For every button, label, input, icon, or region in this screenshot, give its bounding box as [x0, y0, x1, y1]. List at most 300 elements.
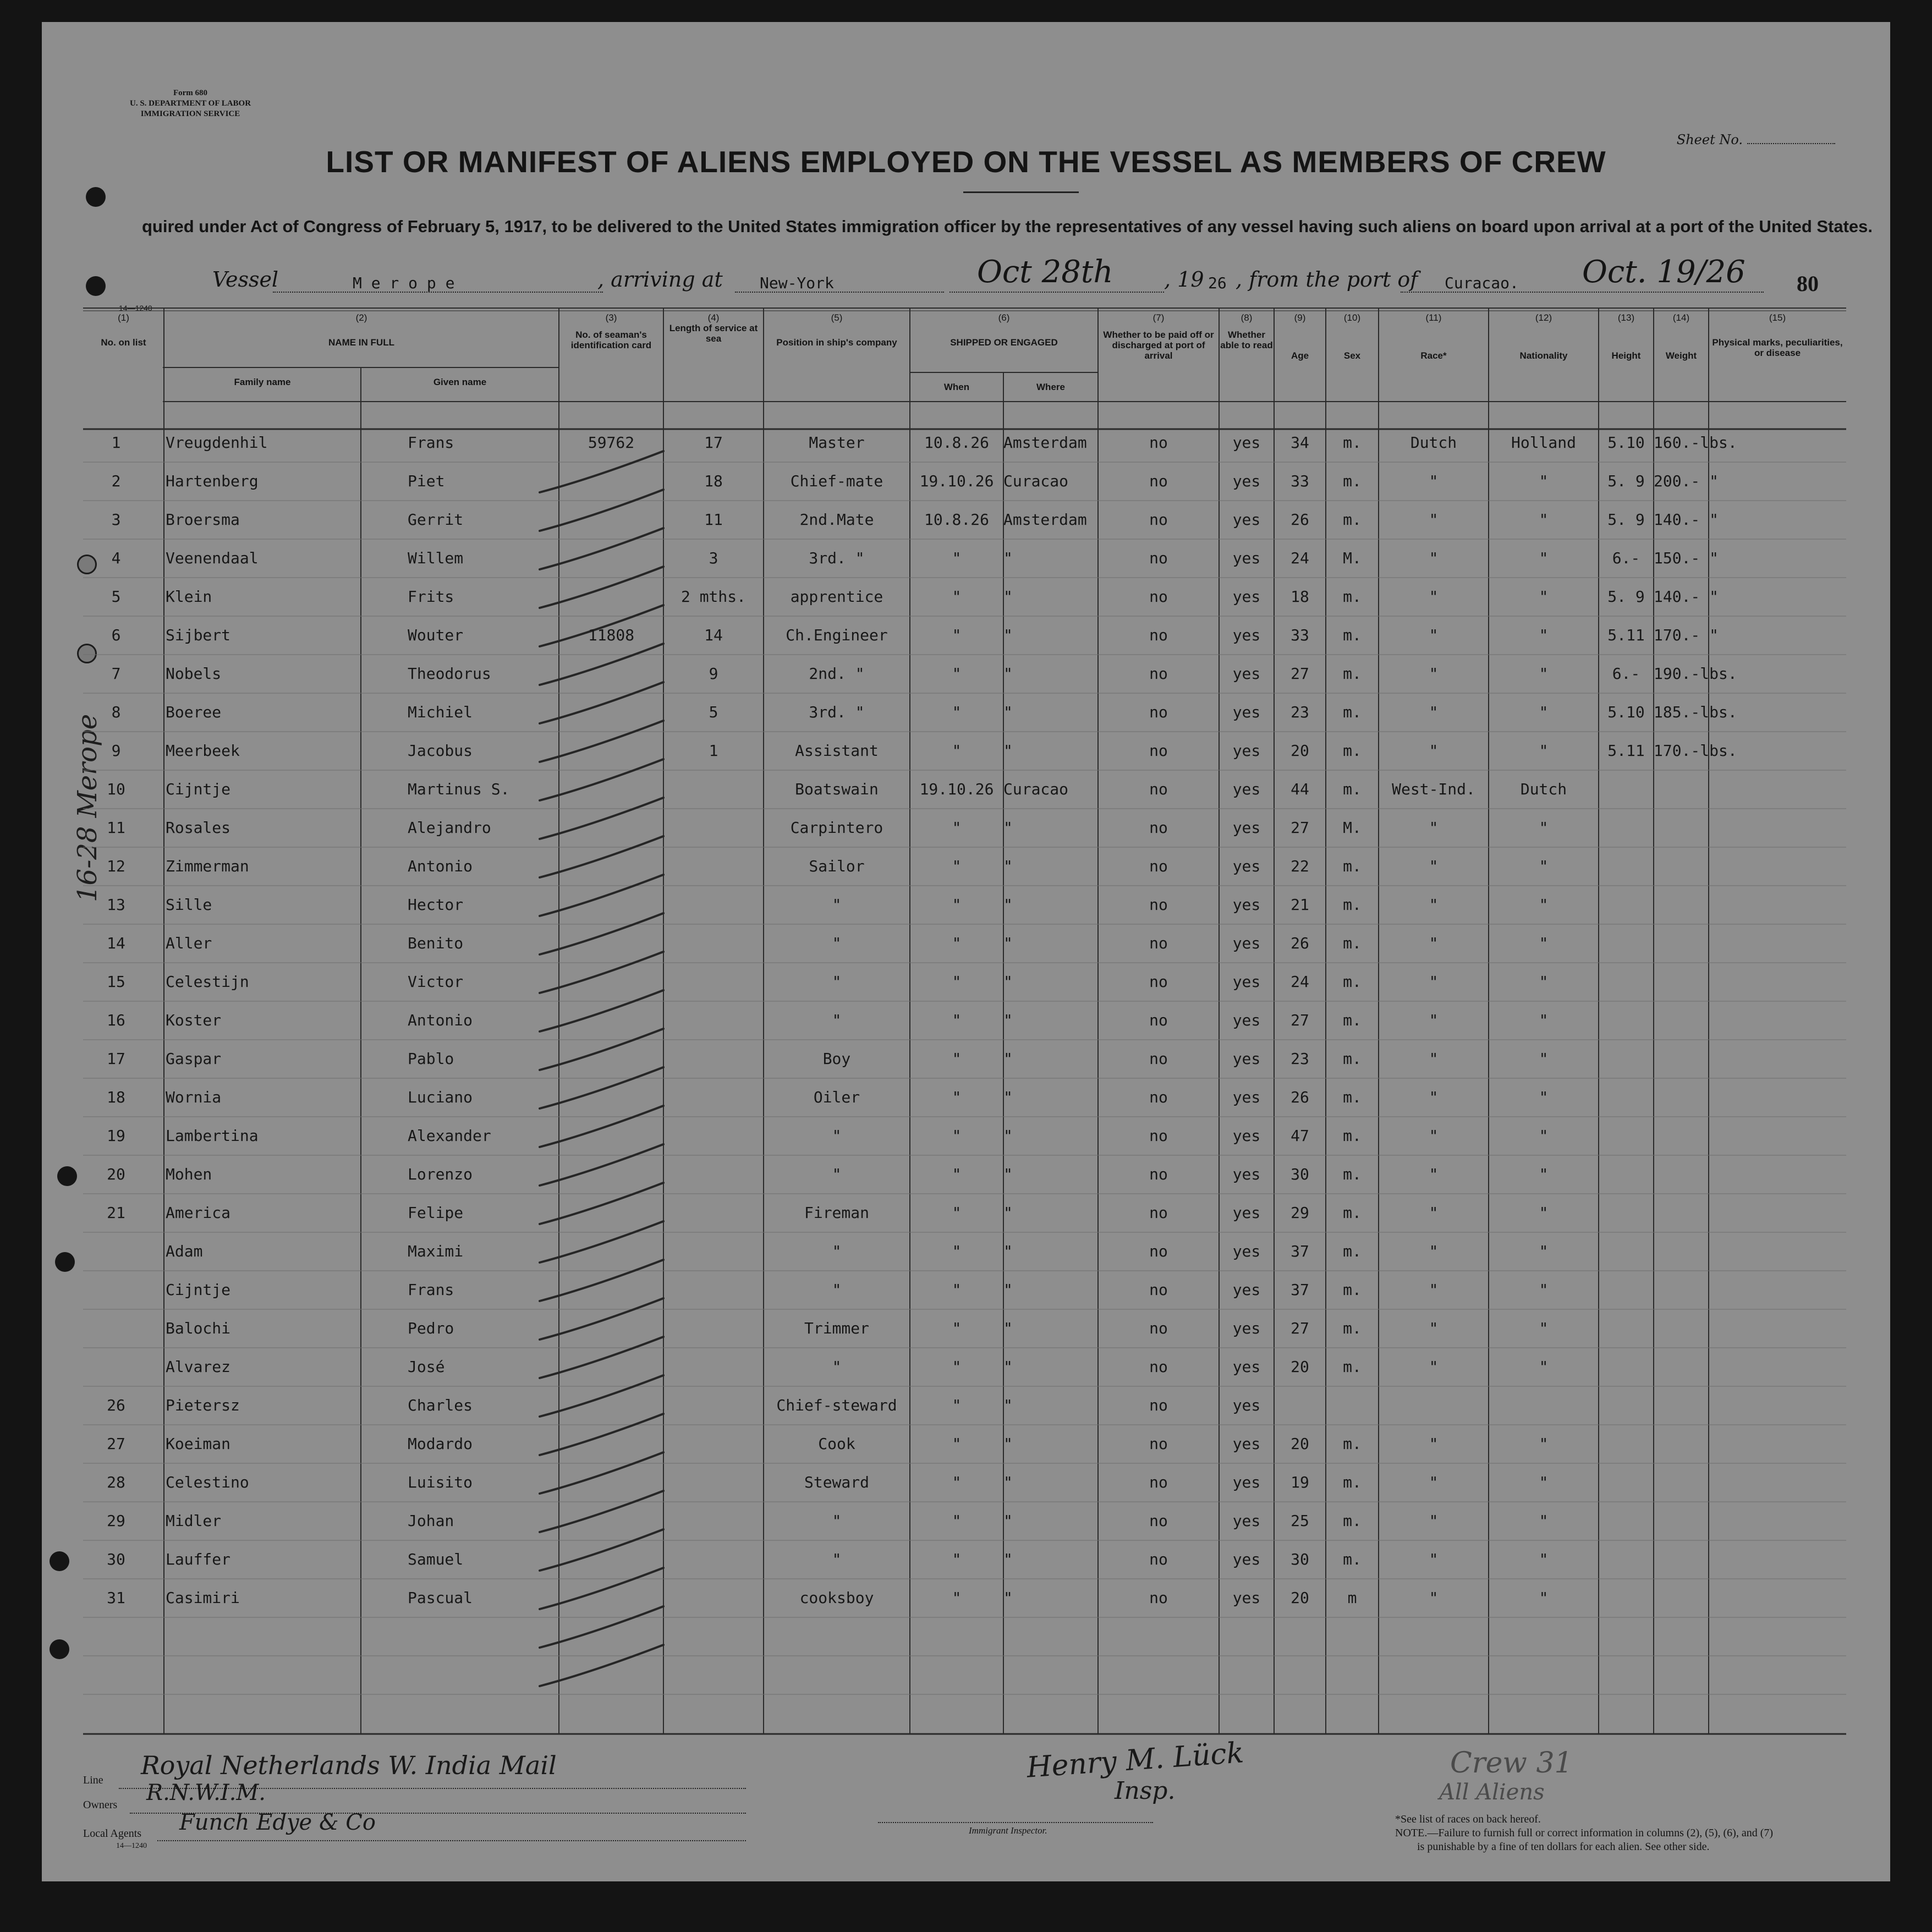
cell-family-name: Celestijn: [166, 973, 249, 991]
cell-shipped-when: ": [952, 1281, 962, 1299]
cell-service-length: 14: [704, 626, 723, 644]
cell-family-name: Midler: [166, 1512, 222, 1530]
cell-row-number: 11: [107, 819, 125, 837]
cell-row-number: 2: [111, 472, 121, 490]
cell-able-to-read: yes: [1232, 742, 1261, 760]
cell-nationality: ": [1539, 819, 1549, 837]
cell-shipped-where: ": [1003, 1011, 1013, 1029]
cell-row-number: 18: [107, 1088, 125, 1106]
cell-able-to-read: yes: [1232, 433, 1261, 452]
cell-row-number: 31: [107, 1589, 125, 1607]
col-6-when-header: When: [943, 382, 970, 392]
agents-label: Local Agents: [83, 1827, 142, 1840]
cell-family-name: Pietersz: [166, 1396, 240, 1414]
cell-shipped-when: ": [952, 1473, 962, 1491]
department: U. S. DEPARTMENT OF LABOR: [130, 99, 251, 108]
cell-shipped-where: Amsterdam: [1003, 511, 1087, 529]
cell-position: Master: [809, 433, 865, 452]
cell-nationality: Dutch: [1520, 780, 1567, 798]
cell-paid-off: no: [1149, 780, 1168, 798]
cell-age: 37: [1291, 1281, 1309, 1299]
manifest-sheet: [42, 22, 1890, 1881]
cell-service-length: 9: [709, 665, 718, 683]
cell-family-name: Sille: [166, 896, 212, 914]
cell-given-name: José: [408, 1358, 445, 1376]
cell-nationality: ": [1539, 896, 1549, 914]
cell-given-name: Pablo: [408, 1050, 454, 1068]
cell-position: ": [832, 896, 842, 914]
cell-shipped-where: ": [1003, 819, 1013, 837]
cell-weight: 190.-lbs.: [1654, 665, 1737, 683]
cell-paid-off: no: [1149, 1281, 1168, 1299]
cell-age: 27: [1291, 819, 1309, 837]
cell-race: ": [1429, 549, 1439, 567]
cell-shipped-where: ": [1003, 665, 1013, 683]
cell-row-number: 8: [111, 703, 121, 721]
cell-position: ": [832, 1242, 842, 1260]
cell-position: Sailor: [809, 857, 865, 875]
cell-shipped-when: ": [952, 1165, 962, 1183]
cell-able-to-read: yes: [1232, 1589, 1261, 1607]
cell-position: ": [832, 1011, 842, 1029]
cell-service-length: 5: [709, 703, 718, 721]
cell-height: 5. 9: [1607, 588, 1645, 606]
cell-family-name: Broersma: [166, 511, 240, 529]
line-label: Line: [83, 1774, 103, 1786]
cell-family-name: Veenendaal: [166, 549, 259, 567]
cell-able-to-read: yes: [1232, 1088, 1261, 1106]
cell-sex: m.: [1343, 1011, 1362, 1029]
cell-given-name: Theodorus: [408, 665, 491, 683]
cell-weight: 170.- ": [1654, 626, 1719, 644]
cell-able-to-read: yes: [1232, 703, 1261, 721]
cell-sex: m.: [1343, 1281, 1362, 1299]
cell-weight: 185.-lbs.: [1654, 703, 1737, 721]
cell-sex: m.: [1343, 1358, 1362, 1376]
cell-family-name: Boeree: [166, 703, 222, 721]
cell-shipped-where: ": [1003, 1358, 1013, 1376]
cell-paid-off: no: [1149, 1088, 1168, 1106]
cell-sex: m.: [1343, 703, 1362, 721]
cell-shipped-when: ": [952, 934, 962, 952]
cell-shipped-where: ": [1003, 626, 1013, 644]
cell-age: 34: [1291, 433, 1309, 452]
cell-able-to-read: yes: [1232, 1473, 1261, 1491]
cell-row-number: 1: [111, 433, 121, 452]
cell-nationality: ": [1539, 703, 1549, 721]
cell-given-name: Willem: [408, 549, 464, 567]
cell-age: 20: [1291, 1358, 1309, 1376]
cell-row-number: 13: [107, 896, 125, 914]
cell-age: 22: [1291, 857, 1309, 875]
cell-paid-off: no: [1149, 433, 1168, 452]
cell-position: Oiler: [813, 1088, 860, 1106]
col-9-header: (9) Age: [1291, 312, 1309, 361]
cell-sex: m.: [1343, 857, 1362, 875]
cell-paid-off: no: [1149, 1319, 1168, 1337]
cell-race: ": [1429, 588, 1439, 606]
cell-given-name: Hector: [408, 896, 464, 914]
cell-shipped-when: ": [952, 1550, 962, 1568]
cell-race: ": [1429, 1165, 1439, 1183]
cell-paid-off: no: [1149, 511, 1168, 529]
inspector-label: Immigrant Inspector.: [969, 1825, 1047, 1836]
cell-weight: 150.- ": [1654, 549, 1719, 567]
cell-shipped-where: ": [1003, 1319, 1013, 1337]
cell-able-to-read: yes: [1232, 1127, 1261, 1145]
cell-sex: m.: [1343, 1512, 1362, 1530]
cell-nationality: ": [1539, 1319, 1549, 1337]
cell-shipped-where: ": [1003, 549, 1013, 567]
cell-family-name: Zimmerman: [166, 857, 249, 875]
cell-paid-off: no: [1149, 549, 1168, 567]
cell-able-to-read: yes: [1232, 549, 1261, 567]
cell-shipped-when: ": [952, 1589, 962, 1607]
cell-position: ": [832, 1358, 842, 1376]
col-4-header: (4) Length of service at sea: [669, 312, 758, 344]
cell-row-number: 20: [107, 1165, 125, 1183]
cell-shipped-when: ": [952, 665, 962, 683]
cell-paid-off: no: [1149, 1204, 1168, 1222]
cell-able-to-read: yes: [1232, 1011, 1261, 1029]
cell-row-number: 21: [107, 1204, 125, 1222]
cell-position: ": [832, 973, 842, 991]
cell-paid-off: no: [1149, 934, 1168, 952]
cell-position: Carpintero: [790, 819, 883, 837]
cell-family-name: Vreugdenhil: [166, 433, 268, 452]
cell-nationality: ": [1539, 665, 1549, 683]
cell-sex: m.: [1343, 665, 1362, 683]
cell-row-number: 29: [107, 1512, 125, 1530]
cell-position: ": [832, 934, 842, 952]
cell-age: 26: [1291, 1088, 1309, 1106]
cell-age: 19: [1291, 1473, 1309, 1491]
cell-family-name: Balochi: [166, 1319, 231, 1337]
print-code: 14—1240: [119, 304, 152, 312]
cell-shipped-where: ": [1003, 1550, 1013, 1568]
arrival-date: Oct 28th: [977, 254, 1113, 290]
cell-shipped-when: ": [952, 1088, 962, 1106]
cell-race: ": [1429, 973, 1439, 991]
cell-given-name: Pascual: [408, 1589, 473, 1607]
cell-sex: m.: [1343, 1319, 1362, 1337]
cell-shipped-when: 19.10.26: [919, 472, 994, 490]
cell-age: 47: [1291, 1127, 1309, 1145]
footer-print-code: 14—1240: [116, 1842, 147, 1850]
cell-shipped-when: ": [952, 1127, 962, 1145]
cell-height: 5. 9: [1607, 472, 1645, 490]
cell-sex: M.: [1343, 549, 1362, 567]
cell-nationality: ": [1539, 934, 1549, 952]
cell-paid-off: no: [1149, 1396, 1168, 1414]
cell-sex: m.: [1343, 472, 1362, 490]
ruled-rows: [83, 462, 1846, 1694]
cell-weight: 160.-lbs.: [1654, 433, 1737, 452]
cell-race: ": [1429, 1589, 1439, 1607]
cell-family-name: Cijntje: [166, 780, 231, 798]
cell-row-number: 19: [107, 1127, 125, 1145]
cell-family-name: America: [166, 1204, 231, 1222]
cell-race: ": [1429, 1204, 1439, 1222]
cell-shipped-where: ": [1003, 1396, 1013, 1414]
cell-sex: m.: [1343, 973, 1362, 991]
cell-nationality: Holland: [1511, 433, 1576, 452]
cell-family-name: Nobels: [166, 665, 222, 683]
cell-race: ": [1429, 703, 1439, 721]
cell-id-card-number: 11808: [588, 626, 635, 644]
cell-shipped-when: ": [952, 1050, 962, 1068]
cell-race: ": [1429, 1242, 1439, 1260]
cell-paid-off: no: [1149, 1127, 1168, 1145]
cell-able-to-read: yes: [1232, 1396, 1261, 1414]
cell-able-to-read: yes: [1232, 1358, 1261, 1376]
cell-shipped-when: ": [952, 549, 962, 567]
cell-sex: m.: [1343, 1473, 1362, 1491]
cell-family-name: Adam: [166, 1242, 203, 1260]
cell-paid-off: no: [1149, 857, 1168, 875]
cell-position: Boatswain: [795, 780, 879, 798]
cell-row-number: 5: [111, 588, 121, 606]
cell-shipped-when: ": [952, 1242, 962, 1260]
cell-position: ": [832, 1281, 842, 1299]
cell-race: West-Ind.: [1392, 780, 1475, 798]
cell-position: Cook: [818, 1435, 855, 1453]
cell-nationality: ": [1539, 1242, 1549, 1260]
cell-race: ": [1429, 1358, 1439, 1376]
cell-age: 21: [1291, 896, 1309, 914]
cell-position: 2nd.Mate: [799, 511, 874, 529]
cell-shipped-where: ": [1003, 703, 1013, 721]
sheet-number-label: Sheet No.: [1676, 132, 1743, 147]
cell-shipped-where: ": [1003, 742, 1013, 760]
col-2-given-header: Given name: [433, 377, 487, 387]
cell-given-name: Alejandro: [408, 819, 491, 837]
cell-race: ": [1429, 1281, 1439, 1299]
cell-height: 5.11: [1607, 742, 1645, 760]
inspector-title: Insp.: [1115, 1777, 1176, 1805]
cell-height: 5. 9: [1607, 511, 1645, 529]
cell-shipped-where: ": [1003, 1589, 1013, 1607]
cell-paid-off: no: [1149, 819, 1168, 837]
cell-shipped-where: Curacao: [1003, 780, 1069, 798]
from-port-label: , from the port of: [1236, 267, 1418, 292]
race-note: *See list of races on back hereof.: [1395, 1813, 1541, 1825]
cell-weight: 170.-lbs.: [1654, 742, 1737, 760]
cell-given-name: Lorenzo: [408, 1165, 473, 1183]
arriving-port: New-York: [760, 274, 834, 292]
cell-shipped-when: ": [952, 1512, 962, 1530]
cell-given-name: Alexander: [408, 1127, 491, 1145]
col-2-family-header: Family name: [234, 377, 291, 387]
col-6-where-header: Where: [1036, 382, 1065, 392]
cell-race: ": [1429, 1512, 1439, 1530]
cell-shipped-when: ": [952, 703, 962, 721]
cell-position: ": [832, 1165, 842, 1183]
cell-service-length: 3: [709, 549, 718, 567]
cell-sex: m.: [1343, 1435, 1362, 1453]
cell-race: ": [1429, 742, 1439, 760]
col-3-header: (3) No. of seaman's identification card: [570, 312, 652, 350]
owners-value: R.N.W.I.M.: [146, 1780, 266, 1805]
cell-race: ": [1429, 857, 1439, 875]
col-11-header: (11) Race*: [1420, 312, 1447, 361]
cell-paid-off: no: [1149, 1589, 1168, 1607]
cell-able-to-read: yes: [1232, 626, 1261, 644]
cell-race: ": [1429, 819, 1439, 837]
cell-shipped-when: 19.10.26: [919, 780, 994, 798]
cell-family-name: Aller: [166, 934, 212, 952]
cell-sex: m.: [1343, 1050, 1362, 1068]
cell-paid-off: no: [1149, 626, 1168, 644]
departure-port: Curacao.: [1445, 274, 1519, 292]
cell-paid-off: no: [1149, 1050, 1168, 1068]
cell-shipped-where: ": [1003, 588, 1013, 606]
cell-age: 20: [1291, 1435, 1309, 1453]
cell-paid-off: no: [1149, 1242, 1168, 1260]
cell-able-to-read: yes: [1232, 819, 1261, 837]
cell-race: ": [1429, 511, 1439, 529]
cell-position: apprentice: [790, 588, 883, 606]
cell-position: Steward: [804, 1473, 869, 1491]
cell-shipped-where: ": [1003, 1473, 1013, 1491]
cell-paid-off: no: [1149, 1512, 1168, 1530]
cell-age: 18: [1291, 588, 1309, 606]
cell-race: ": [1429, 665, 1439, 683]
owners-label: Owners: [83, 1799, 118, 1811]
cell-shipped-when: ": [952, 1011, 962, 1029]
cell-sex: m.: [1343, 588, 1362, 606]
cell-family-name: Sijbert: [166, 626, 231, 644]
cell-weight: 140.- ": [1654, 511, 1719, 529]
cell-age: 23: [1291, 1050, 1309, 1068]
cell-able-to-read: yes: [1232, 1050, 1261, 1068]
cell-nationality: ": [1539, 1127, 1549, 1145]
cell-given-name: Wouter: [408, 626, 464, 644]
cell-race: Dutch: [1410, 433, 1457, 452]
cell-given-name: Martinus S.: [408, 780, 510, 798]
cell-able-to-read: yes: [1232, 1242, 1261, 1260]
cell-race: ": [1429, 896, 1439, 914]
cell-height: 5.11: [1607, 626, 1645, 644]
cell-nationality: ": [1539, 973, 1549, 991]
cell-age: 24: [1291, 973, 1309, 991]
cell-given-name: Frits: [408, 588, 454, 606]
cell-row-number: 27: [107, 1435, 125, 1453]
cell-given-name: Charles: [408, 1396, 473, 1414]
cell-shipped-when: 10.8.26: [924, 433, 989, 452]
cell-position: 3rd. ": [809, 549, 865, 567]
cell-shipped-when: ": [952, 588, 962, 606]
service: IMMIGRATION SERVICE: [140, 109, 240, 118]
cell-service-length: 2 mths.: [680, 588, 746, 606]
cell-row-number: 6: [111, 626, 121, 644]
inspector-signature: Henry M. Lück: [1025, 1736, 1245, 1785]
cell-nationality: ": [1539, 588, 1549, 606]
departure-date: Oct. 19/26: [1582, 254, 1746, 290]
cell-paid-off: no: [1149, 1358, 1168, 1376]
cell-able-to-read: yes: [1232, 472, 1261, 490]
cell-given-name: Gerrit: [408, 511, 464, 529]
cell-paid-off: no: [1149, 1165, 1168, 1183]
cell-family-name: Rosales: [166, 819, 231, 837]
form-number: Form 680: [173, 89, 208, 97]
col-2-header: (2) NAME IN FULL: [328, 312, 394, 348]
cell-paid-off: no: [1149, 588, 1168, 606]
cell-given-name: Johan: [408, 1512, 454, 1530]
cell-sex: m.: [1343, 1204, 1362, 1222]
cell-race: ": [1429, 1127, 1439, 1145]
cell-shipped-where: ": [1003, 1165, 1013, 1183]
cell-given-name: Michiel: [408, 703, 473, 721]
cell-nationality: ": [1539, 1512, 1549, 1530]
cell-given-name: Antonio: [408, 857, 473, 875]
cell-age: 44: [1291, 780, 1309, 798]
cell-shipped-where: ": [1003, 1512, 1013, 1530]
cell-nationality: ": [1539, 1281, 1549, 1299]
cell-shipped-when: ": [952, 1204, 962, 1222]
cell-family-name: Gaspar: [166, 1050, 222, 1068]
cell-id-card-number: 59762: [588, 433, 635, 452]
cell-able-to-read: yes: [1232, 1204, 1261, 1222]
cell-row-number: 7: [111, 665, 121, 683]
cell-weight: 200.- ": [1654, 472, 1719, 490]
cell-nationality: ": [1539, 742, 1549, 760]
footnote: [1395, 1813, 1773, 1854]
cell-height: 5.10: [1607, 703, 1645, 721]
cell-age: 27: [1291, 1319, 1309, 1337]
cell-nationality: ": [1539, 626, 1549, 644]
cell-service-length: 1: [709, 742, 718, 760]
col-12-header: (12) Nationality: [1519, 312, 1568, 361]
cell-able-to-read: yes: [1232, 1550, 1261, 1568]
cell-able-to-read: yes: [1232, 665, 1261, 683]
cell-family-name: Koeiman: [166, 1435, 231, 1453]
cell-nationality: ": [1539, 1473, 1549, 1491]
cell-age: 33: [1291, 472, 1309, 490]
cell-row-number: 28: [107, 1473, 125, 1491]
agents-value: Funch Edye & Co: [179, 1810, 376, 1835]
page-subtitle: quired under Act of Congress of February 5, 1917, to be delivered to the United States immigration officer by the representatives of any vessel having such aliens on board upon arrival at a port of the United States.: [141, 217, 1873, 236]
cell-sex: m.: [1343, 511, 1362, 529]
cell-sex: m.: [1343, 742, 1362, 760]
cell-given-name: Antonio: [408, 1011, 473, 1029]
cell-able-to-read: yes: [1232, 1281, 1261, 1299]
cell-sex: m.: [1343, 896, 1362, 914]
cell-service-length: 18: [704, 472, 723, 490]
cell-nationality: ": [1539, 1204, 1549, 1222]
cell-age: 30: [1291, 1550, 1309, 1568]
cell-given-name: Frans: [408, 433, 454, 452]
cell-family-name: Lauffer: [166, 1550, 231, 1568]
cell-shipped-where: ": [1003, 1050, 1013, 1068]
cell-nationality: ": [1539, 1011, 1549, 1029]
cell-race: ": [1429, 1473, 1439, 1491]
cell-able-to-read: yes: [1232, 1319, 1261, 1337]
cell-shipped-where: ": [1003, 1281, 1013, 1299]
cell-service-length: 11: [704, 511, 723, 529]
cell-race: ": [1429, 934, 1439, 952]
cell-sex: m.: [1343, 433, 1362, 452]
cell-sex: m.: [1343, 1242, 1362, 1260]
cell-sex: M.: [1343, 819, 1362, 837]
cell-position: Chief-steward: [776, 1396, 897, 1414]
cell-shipped-when: ": [952, 1435, 962, 1453]
cell-sex: m.: [1343, 1550, 1362, 1568]
cell-age: 29: [1291, 1204, 1309, 1222]
cell-row-number: 26: [107, 1396, 125, 1414]
cell-family-name: Meerbeek: [166, 742, 240, 760]
cell-shipped-when: ": [952, 1319, 962, 1337]
